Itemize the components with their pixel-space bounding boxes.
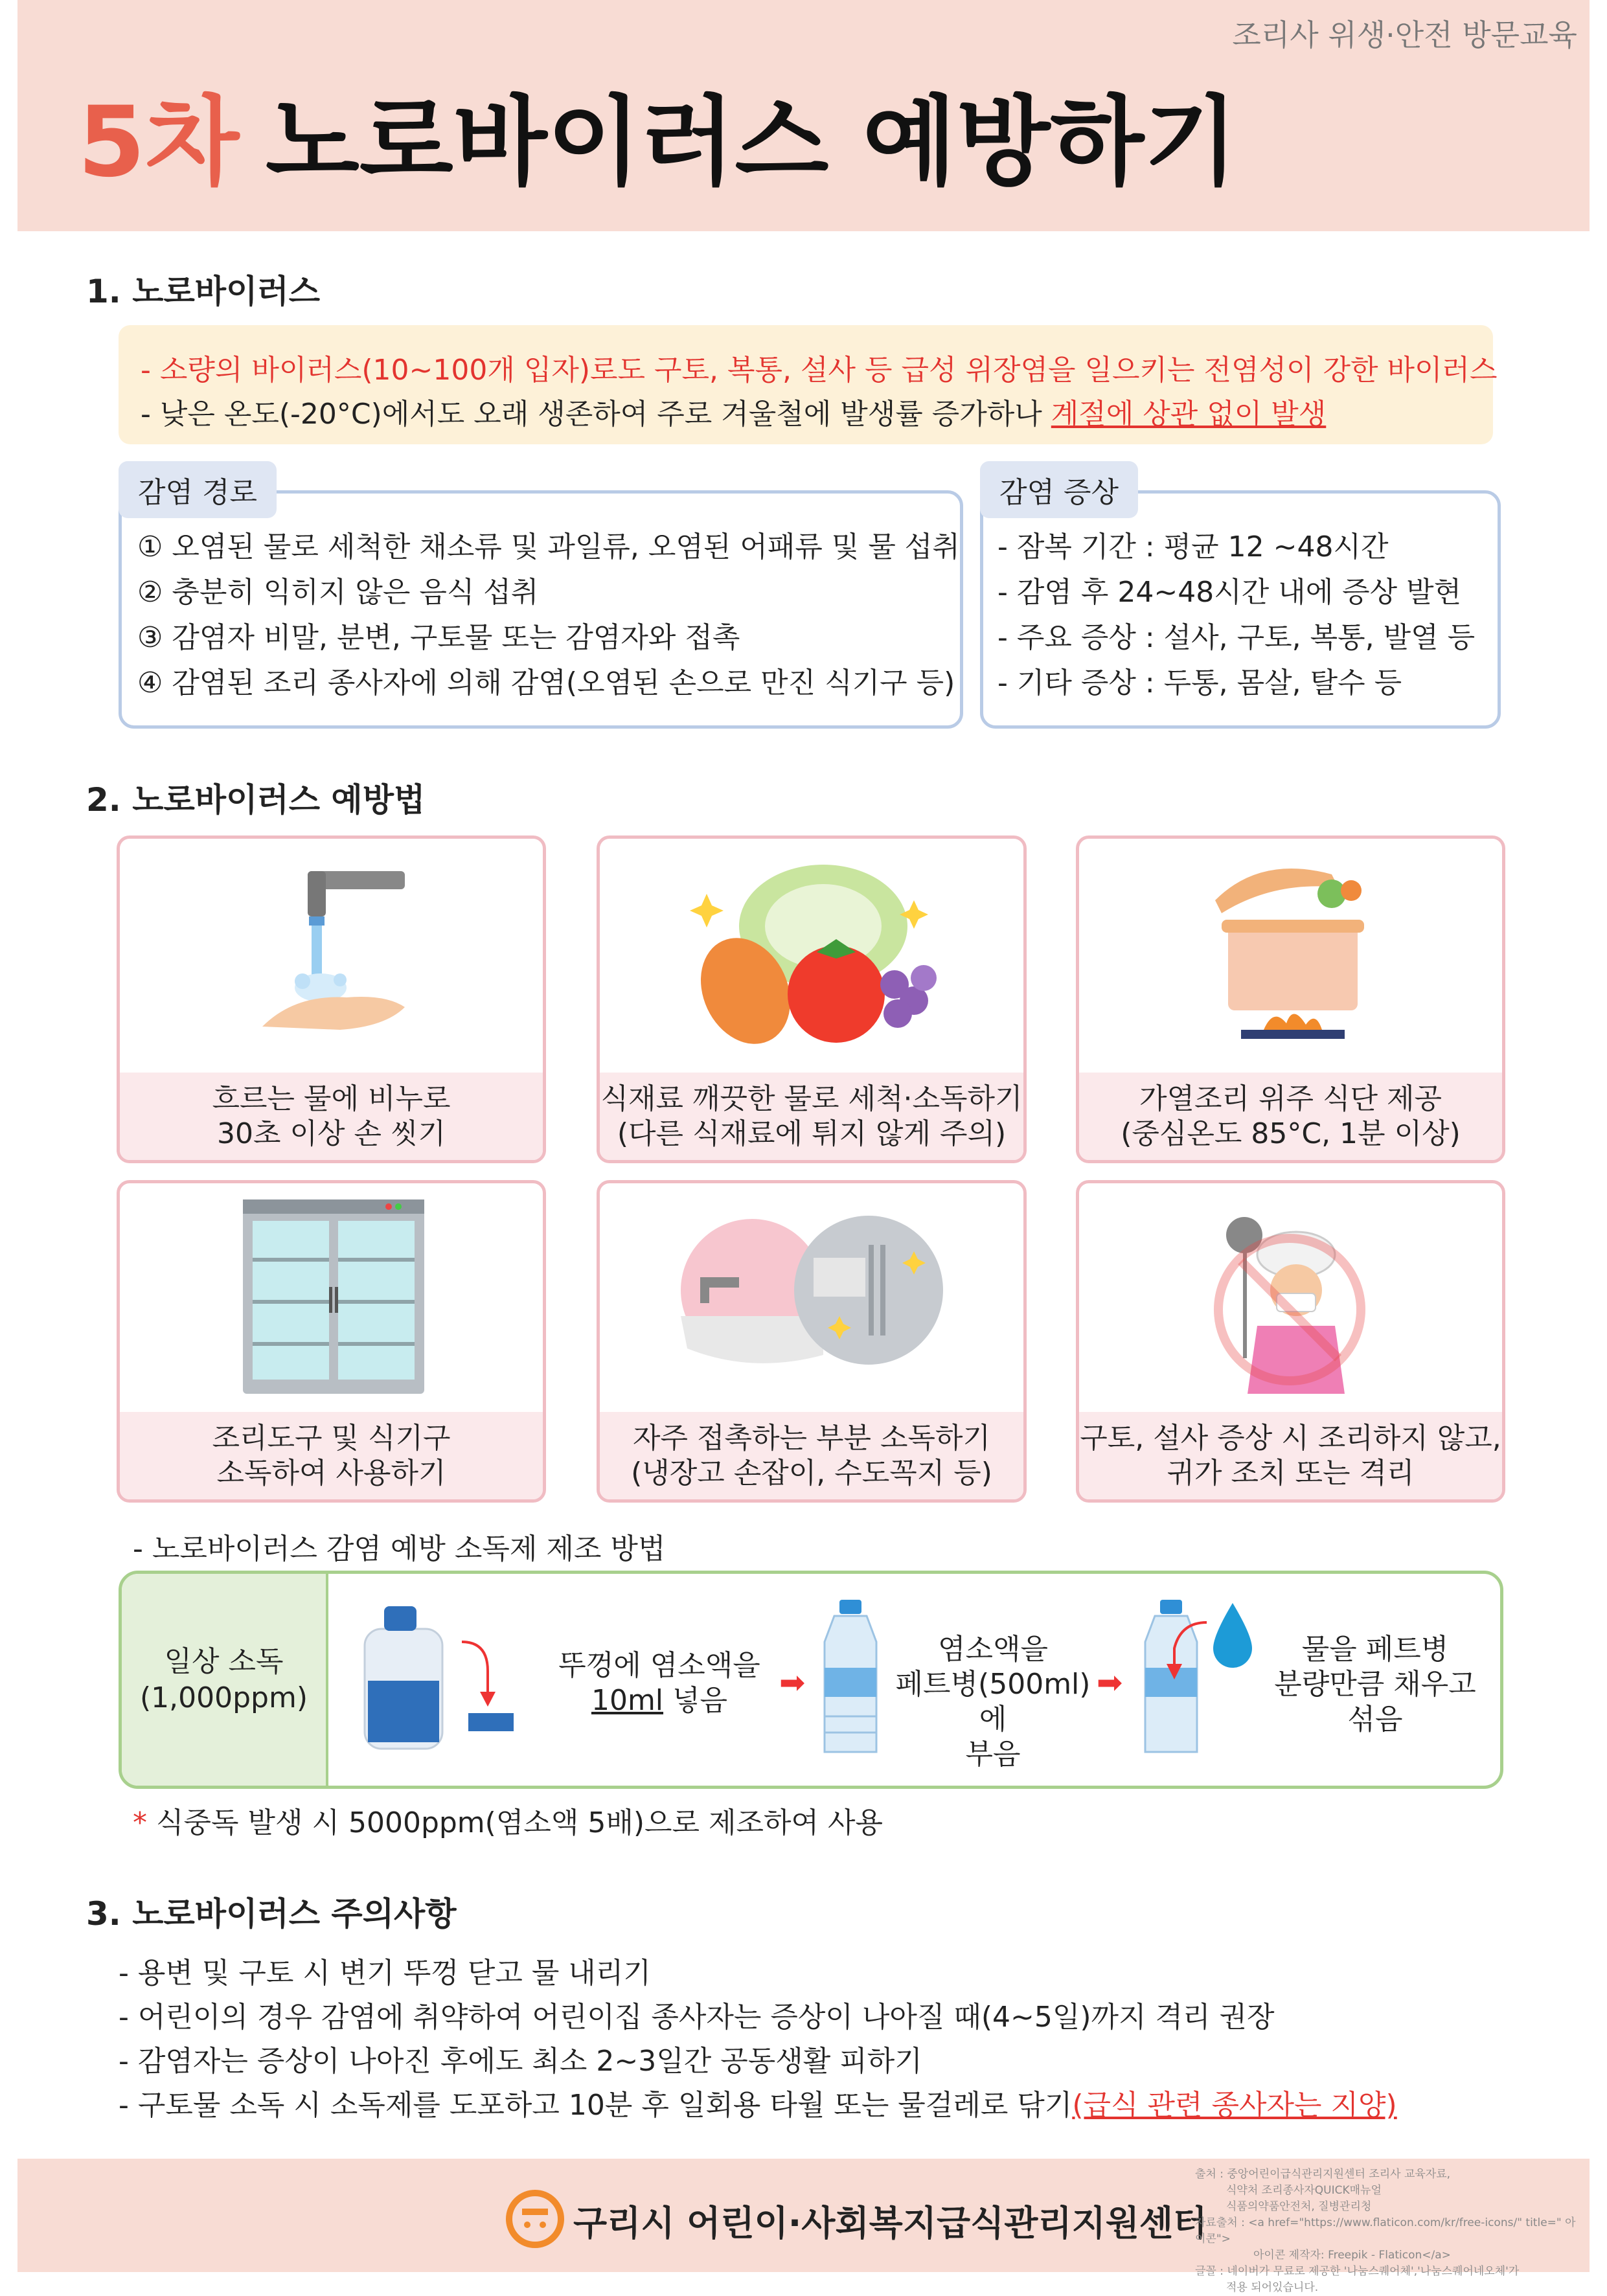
caution-item-3: - 감염자는 증상이 나아진 후에도 최소 2~3일간 공동생활 피하기 xyxy=(119,2045,922,2078)
edu-note: 조리사 위생·안전 방문교육 xyxy=(1232,17,1577,52)
step-1-text xyxy=(549,1648,769,1718)
symptom-item-2: - 감염 후 24~48시간 내에 증상 발현 xyxy=(997,576,1462,609)
step-2-line-1: 염소액을 xyxy=(937,1633,1048,1666)
arrow-right-icon: ➡ xyxy=(779,1665,806,1701)
section2-title: 2. 노로바이러스 예방법 xyxy=(86,781,426,819)
page-title: 노로바이러스 예방하기 xyxy=(266,86,1238,199)
sources-note xyxy=(1195,2166,1584,2296)
vegetables-icon xyxy=(668,855,953,1056)
card-1-line-2: 30초 이상 손 씻기 xyxy=(217,1117,446,1150)
source-line-6: 글꼴 : 네이버가 무료로 제공한 '나눔스퀘어체','나눔스퀘어네오체'가 xyxy=(1195,2265,1520,2278)
note-star: * xyxy=(133,1806,147,1839)
card-caption-6 xyxy=(1079,1412,1502,1499)
disinfectant-box xyxy=(119,1571,1503,1789)
prevention-card-4 xyxy=(117,1180,546,1503)
step-3-line-3: 섞음 xyxy=(1347,1703,1403,1736)
daily-label-2: (1,000ppm) xyxy=(139,1681,308,1714)
card-6-line-1: 구토, 설사 증상 시 조리하지 않고, xyxy=(1080,1422,1501,1455)
card-caption-3 xyxy=(1079,1073,1502,1160)
step-1-line-1: 뚜껑에 염소액을 xyxy=(558,1649,760,1682)
symptom-item-1: - 잠복 기간 : 평균 12 ~48시간 xyxy=(997,530,1389,563)
source-line-4: 자료출처 : <a href="https://www.flaticon.com/kr/free-icons/" title=" 아이콘"> xyxy=(1195,2216,1576,2245)
daily-disinfection-label xyxy=(122,1574,328,1786)
daily-label-1: 일상 소독 xyxy=(164,1644,284,1678)
center-name: 구리시 어린이·사회복지급식관리지원센터 xyxy=(573,2203,1207,2244)
source-line-2: 식약처 조리종사자QUICK매뉴얼 xyxy=(1226,2184,1382,2197)
intro-line-2-text: - 낮은 온도(-20°C)에서도 오래 생존하여 주로 겨울철에 발생률 증가하나 xyxy=(141,398,1051,431)
symptom-item-4: - 기타 증상 : 두통, 몸살, 탈수 등 xyxy=(997,666,1402,699)
outbreak-note xyxy=(133,1799,883,1841)
intro-line-2 xyxy=(141,391,1326,432)
fridge-faucet-icon xyxy=(674,1206,953,1387)
card-4-line-1: 조리도구 및 식기구 xyxy=(212,1422,451,1455)
source-line-3: 식품의약품안전처, 질병관리청 xyxy=(1226,2200,1372,2213)
step-1-action: 넣음 xyxy=(663,1684,728,1717)
card-6-line-2: 귀가 조치 또는 격리 xyxy=(1167,1457,1415,1490)
card-2-line-2: (다른 식재료에 튀지 않게 주의) xyxy=(617,1117,1007,1150)
step-2-line-3: 부음 xyxy=(965,1738,1021,1771)
caution-item-1: - 용변 및 구토 시 변기 뚜껑 닫고 물 내리기 xyxy=(119,1957,651,1990)
arrow-right-icon-2: ➡ xyxy=(1097,1665,1123,1701)
card-3-line-2: (중심온도 85°C, 1분 이상) xyxy=(1121,1117,1461,1150)
route-item-1: ① 오염된 물로 세척한 채소류 및 과일류, 오염된 어패류 및 물 섭취 xyxy=(137,530,960,563)
prevention-card-6 xyxy=(1076,1180,1505,1503)
source-line-5: 아이콘 제작자: Freepik - Flaticon</a> xyxy=(1253,2249,1451,2262)
step-3-line-1: 물을 페트병 xyxy=(1301,1633,1449,1666)
card-caption-1 xyxy=(120,1073,543,1160)
caution-item-4 xyxy=(119,2082,1397,2123)
prevention-card-5 xyxy=(597,1180,1027,1503)
bottle-water-icon xyxy=(1135,1597,1265,1758)
card-caption-5 xyxy=(600,1412,1023,1499)
caution-item-2: - 어린이의 경우 감염에 취약하여 어린이집 종사자는 증상이 나아질 때(4~5일)까지 격리 권장 xyxy=(119,2001,1275,2034)
note-text: 식중독 발생 시 5000ppm(염소액 5배)으로 제조하여 사용 xyxy=(147,1806,883,1839)
card-5-line-2: (냉장고 손잡이, 수도꼭지 등) xyxy=(631,1457,992,1490)
step-1-line-2 xyxy=(549,1683,769,1718)
symptom-tab: 감염 증상 xyxy=(980,461,1138,518)
cooking-pot-icon xyxy=(1202,855,1384,1049)
handwash-icon xyxy=(256,865,411,1040)
title-number: 5차 xyxy=(78,86,240,199)
prevention-card-3 xyxy=(1076,835,1505,1163)
card-2-line-1: 식재료 깨끗한 물로 세척·소독하기 xyxy=(600,1082,1023,1115)
step-3-text xyxy=(1271,1632,1479,1737)
bleach-bottle-icon xyxy=(358,1600,520,1755)
prevention-card-1 xyxy=(117,835,546,1163)
sick-cook-prohibited-icon xyxy=(1205,1196,1374,1397)
section1-title: 1. 노로바이러스 xyxy=(86,273,320,310)
prevention-card-2 xyxy=(597,835,1027,1163)
symptom-item-3: - 주요 증상 : 설사, 구토, 복통, 발열 등 xyxy=(997,621,1476,654)
step-1-amount: 10ml xyxy=(591,1684,664,1717)
step-2-line-2: 페트병(500ml)에 xyxy=(895,1668,1091,1736)
source-line-7: 적용 되어있습니다. xyxy=(1226,2281,1319,2294)
center-logo-icon xyxy=(505,2189,565,2249)
card-4-line-2: 소독하여 사용하기 xyxy=(216,1457,446,1490)
route-item-2: ② 충분히 익히지 않은 음식 섭취 xyxy=(137,576,539,609)
card-caption-2 xyxy=(600,1073,1023,1160)
step-2-text xyxy=(886,1632,1100,1772)
disinfectant-title: - 노로바이러스 감염 예방 소독제 제조 방법 xyxy=(133,1532,666,1565)
route-tab: 감염 경로 xyxy=(119,461,277,518)
card-caption-4 xyxy=(120,1412,543,1499)
caution-highlight: (급식 관련 종사자는 지양) xyxy=(1072,2089,1397,2122)
route-item-3: ③ 감염자 비말, 분변, 구토물 또는 감염자와 접촉 xyxy=(137,621,740,654)
section3-title: 3. 노로바이러스 주의사항 xyxy=(86,1895,457,1933)
source-line-1: 출처 : 중앙어린이급식관리지원센터 조리사 교육자료, xyxy=(1195,2168,1451,2181)
sterilizer-cabinet-icon xyxy=(240,1196,427,1397)
card-3-line-1: 가열조리 위주 식단 제공 xyxy=(1139,1082,1442,1115)
caution-item-4-text: - 구토물 소독 시 소독제를 도포하고 10분 후 일회용 타월 또는 물걸레로 닦기 xyxy=(119,2089,1073,2122)
intro-highlight: 계절에 상관 없이 발생 xyxy=(1051,398,1327,431)
card-5-line-1: 자주 접촉하는 부분 소독하기 xyxy=(632,1422,990,1455)
route-item-4: ④ 감염된 조리 종사자에 의해 감염(오염된 손으로 만진 식기구 등) xyxy=(137,666,955,699)
card-1-line-1: 흐르는 물에 비누로 xyxy=(212,1082,451,1115)
step-3-line-2: 분량만큼 채우고 xyxy=(1274,1668,1476,1701)
intro-line-1: - 소량의 바이러스(10~100개 입자)로도 구토, 복통, 설사 등 급성 위장염을 일으키는 전염성이 강한 바이러스 xyxy=(141,354,1498,387)
pet-bottle-icon xyxy=(815,1597,886,1758)
